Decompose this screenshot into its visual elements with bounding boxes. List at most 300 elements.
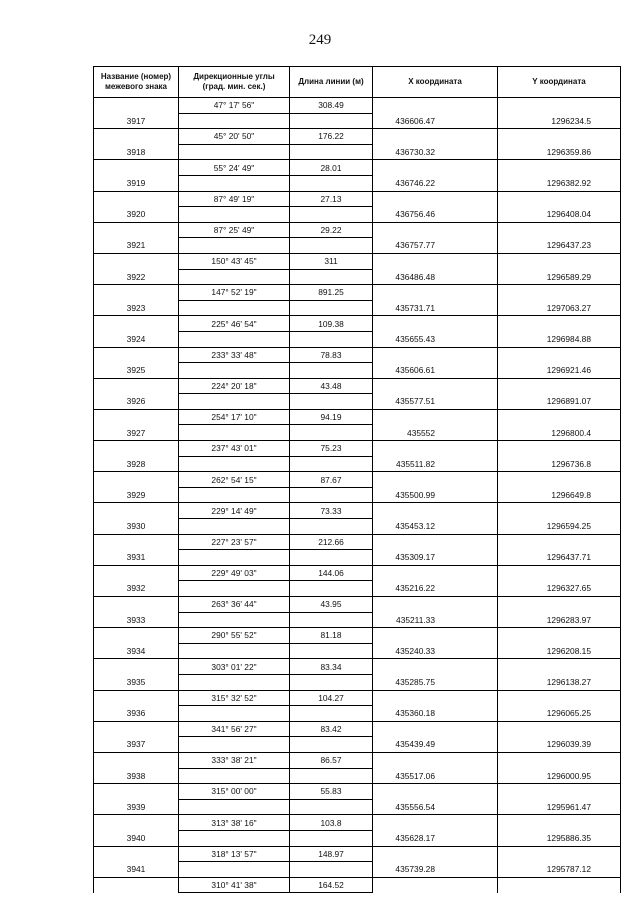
mark-row <box>94 550 621 566</box>
x-cell: 435500.99 <box>373 487 498 503</box>
y-cell: 1296065.25 <box>498 706 621 722</box>
mark-name-cell <box>94 378 179 394</box>
segment-row <box>94 285 621 301</box>
mark-name-cell <box>94 815 179 831</box>
angle-cell: 303° 01' 22" <box>179 659 290 675</box>
length-cell <box>290 674 373 690</box>
y-cell: 1296594.25 <box>498 519 621 535</box>
mark-name-cell <box>94 659 179 675</box>
mark-name-cell <box>94 846 179 862</box>
mark-row <box>94 706 621 722</box>
segment-row <box>94 534 621 550</box>
angle-cell: 237° 43' 01" <box>179 441 290 457</box>
length-cell: 104.27 <box>290 690 373 706</box>
length-cell <box>290 207 373 223</box>
angle-cell <box>179 113 290 129</box>
angle-cell <box>179 581 290 597</box>
mark-row <box>94 269 621 285</box>
mark-name-cell: 3922 <box>94 269 179 285</box>
y-cell <box>498 98 621 114</box>
angle-cell: 263° 36' 44" <box>179 597 290 613</box>
angle-cell <box>179 612 290 628</box>
y-cell <box>498 565 621 581</box>
mark-name-cell <box>94 129 179 145</box>
y-cell: 1296408.04 <box>498 207 621 223</box>
header-direction-angle: Дирекционные углы (град. мин. сек.) <box>179 67 290 98</box>
y-cell: 1296891.07 <box>498 394 621 410</box>
boundary-coordinates-table <box>93 66 621 893</box>
x-cell <box>373 659 498 675</box>
mark-row <box>94 113 621 129</box>
x-cell: 436486.48 <box>373 269 498 285</box>
segment-row <box>94 784 621 800</box>
length-cell: 73.33 <box>290 503 373 519</box>
y-cell: 1296437.23 <box>498 238 621 254</box>
segment-row <box>94 815 621 831</box>
angle-cell <box>179 425 290 441</box>
length-cell: 83.42 <box>290 721 373 737</box>
length-cell: 43.95 <box>290 597 373 613</box>
angle-cell: 147° 52' 19" <box>179 285 290 301</box>
length-cell: 75.23 <box>290 441 373 457</box>
segment-row <box>94 441 621 457</box>
segment-row <box>94 98 621 114</box>
y-cell <box>498 846 621 862</box>
x-cell <box>373 597 498 613</box>
y-cell: 1296208.15 <box>498 643 621 659</box>
y-cell <box>498 472 621 488</box>
segment-row <box>94 191 621 207</box>
x-cell: 435360.18 <box>373 706 498 722</box>
length-cell <box>290 175 373 191</box>
angle-cell <box>179 363 290 379</box>
x-cell: 435628.17 <box>373 830 498 846</box>
y-cell <box>498 253 621 269</box>
y-cell <box>498 441 621 457</box>
x-cell <box>373 565 498 581</box>
mark-name-cell: 3937 <box>94 737 179 753</box>
x-cell: 436756.46 <box>373 207 498 223</box>
length-cell <box>290 113 373 129</box>
mark-name-cell <box>94 752 179 768</box>
angle-cell <box>179 737 290 753</box>
x-cell: 435606.61 <box>373 363 498 379</box>
mark-name-cell <box>94 628 179 644</box>
length-cell: 78.83 <box>290 347 373 363</box>
length-cell: 144.06 <box>290 565 373 581</box>
mark-name-cell: 3939 <box>94 799 179 815</box>
mark-name-cell <box>94 534 179 550</box>
y-cell <box>498 628 621 644</box>
y-cell: 1296800.4 <box>498 425 621 441</box>
y-cell <box>498 409 621 425</box>
x-cell: 435577.51 <box>373 394 498 410</box>
x-cell <box>373 690 498 706</box>
header-mark-name: Название (номер) межевого знака <box>94 67 179 98</box>
angle-cell <box>179 768 290 784</box>
length-cell: 28.01 <box>290 160 373 176</box>
angle-cell: 310° 41' 38" <box>179 877 290 893</box>
mark-row <box>94 363 621 379</box>
length-cell <box>290 550 373 566</box>
x-cell <box>373 877 498 893</box>
angle-cell <box>179 175 290 191</box>
mark-name-cell <box>94 222 179 238</box>
x-cell <box>373 784 498 800</box>
y-cell <box>498 752 621 768</box>
length-cell: 83.34 <box>290 659 373 675</box>
mark-name-cell: 3926 <box>94 394 179 410</box>
mark-name-cell: 3925 <box>94 363 179 379</box>
mark-row <box>94 830 621 846</box>
x-cell <box>373 503 498 519</box>
length-cell <box>290 425 373 441</box>
mark-name-cell <box>94 503 179 519</box>
x-cell: 436746.22 <box>373 175 498 191</box>
mark-name-cell <box>94 472 179 488</box>
mark-name-cell: 3935 <box>94 674 179 690</box>
length-cell <box>290 706 373 722</box>
y-cell <box>498 690 621 706</box>
x-cell: 435731.71 <box>373 300 498 316</box>
angle-cell: 290° 55' 52" <box>179 628 290 644</box>
angle-cell <box>179 238 290 254</box>
length-cell: 27.13 <box>290 191 373 207</box>
segment-row <box>94 565 621 581</box>
length-cell <box>290 300 373 316</box>
x-cell: 435309.17 <box>373 550 498 566</box>
mark-row <box>94 581 621 597</box>
mark-name-cell <box>94 160 179 176</box>
segment-row <box>94 378 621 394</box>
length-cell: 176.22 <box>290 129 373 145</box>
x-cell <box>373 253 498 269</box>
y-cell <box>498 877 621 893</box>
mark-name-cell <box>94 690 179 706</box>
y-cell: 1296327.65 <box>498 581 621 597</box>
x-cell <box>373 628 498 644</box>
y-cell <box>498 347 621 363</box>
length-cell: 311 <box>290 253 373 269</box>
x-cell: 435453.12 <box>373 519 498 535</box>
mark-name-cell <box>94 784 179 800</box>
y-cell: 1296736.8 <box>498 456 621 472</box>
y-cell: 1296138.27 <box>498 674 621 690</box>
segment-row <box>94 347 621 363</box>
length-cell: 308.49 <box>290 98 373 114</box>
length-cell <box>290 768 373 784</box>
x-cell <box>373 129 498 145</box>
segment-row <box>94 628 621 644</box>
mark-name-cell: 3940 <box>94 830 179 846</box>
mark-row <box>94 144 621 160</box>
header-x-coordinate: X координата <box>373 67 498 98</box>
segment-row <box>94 253 621 269</box>
angle-cell: 313° 38' 16" <box>179 815 290 831</box>
mark-name-cell: 3933 <box>94 612 179 628</box>
x-cell <box>373 846 498 862</box>
table-header-row <box>94 67 621 98</box>
length-cell <box>290 581 373 597</box>
x-cell: 435211.33 <box>373 612 498 628</box>
mark-row <box>94 300 621 316</box>
angle-cell: 233° 33' 48" <box>179 347 290 363</box>
y-cell <box>498 784 621 800</box>
mark-name-cell <box>94 191 179 207</box>
x-cell: 435556.54 <box>373 799 498 815</box>
y-cell: 1296649.8 <box>498 487 621 503</box>
x-cell: 435240.33 <box>373 643 498 659</box>
length-cell: 164.52 <box>290 877 373 893</box>
mark-name-cell <box>94 98 179 114</box>
mark-row <box>94 674 621 690</box>
mark-name-cell: 3931 <box>94 550 179 566</box>
y-cell <box>498 316 621 332</box>
length-cell: 43.48 <box>290 378 373 394</box>
mark-name-cell: 3928 <box>94 456 179 472</box>
x-cell <box>373 472 498 488</box>
mark-name-cell <box>94 253 179 269</box>
length-cell: 103.8 <box>290 815 373 831</box>
mark-row <box>94 799 621 815</box>
angle-cell <box>179 706 290 722</box>
length-cell <box>290 331 373 347</box>
angle-cell <box>179 550 290 566</box>
x-cell: 435216.22 <box>373 581 498 597</box>
mark-name-cell: 3932 <box>94 581 179 597</box>
mark-name-cell: 3929 <box>94 487 179 503</box>
length-cell <box>290 394 373 410</box>
mark-row <box>94 207 621 223</box>
length-cell: 81.18 <box>290 628 373 644</box>
angle-cell <box>179 519 290 535</box>
angle-cell <box>179 300 290 316</box>
length-cell: 148.97 <box>290 846 373 862</box>
mark-row <box>94 331 621 347</box>
length-cell <box>290 238 373 254</box>
y-cell: 1296000.95 <box>498 768 621 784</box>
y-cell: 1296984.88 <box>498 331 621 347</box>
x-cell: 435655.43 <box>373 331 498 347</box>
x-cell <box>373 160 498 176</box>
mark-name-cell: 3918 <box>94 144 179 160</box>
y-cell <box>498 378 621 394</box>
mark-row <box>94 737 621 753</box>
mark-name-cell <box>94 565 179 581</box>
segment-row <box>94 129 621 145</box>
mark-row <box>94 425 621 441</box>
y-cell: 1296359.86 <box>498 144 621 160</box>
mark-name-cell <box>94 597 179 613</box>
y-cell <box>498 285 621 301</box>
y-cell <box>498 160 621 176</box>
y-cell <box>498 534 621 550</box>
length-cell: 55.83 <box>290 784 373 800</box>
length-cell <box>290 799 373 815</box>
segment-row <box>94 503 621 519</box>
segment-row <box>94 877 621 893</box>
angle-cell <box>179 674 290 690</box>
length-cell <box>290 456 373 472</box>
page-number: 249 <box>308 32 332 48</box>
x-cell: 436757.77 <box>373 238 498 254</box>
angle-cell <box>179 207 290 223</box>
x-cell <box>373 534 498 550</box>
x-cell <box>373 285 498 301</box>
angle-cell: 87° 49' 19" <box>179 191 290 207</box>
mark-name-cell: 3934 <box>94 643 179 659</box>
x-cell: 435739.28 <box>373 862 498 878</box>
x-cell: 436606.47 <box>373 113 498 129</box>
y-cell: 1296283.97 <box>498 612 621 628</box>
length-cell <box>290 519 373 535</box>
segment-row <box>94 846 621 862</box>
angle-cell: 55° 24' 49" <box>179 160 290 176</box>
y-cell: 1295787.12 <box>498 862 621 878</box>
x-cell <box>373 721 498 737</box>
length-cell <box>290 144 373 160</box>
length-cell: 212.66 <box>290 534 373 550</box>
length-cell <box>290 830 373 846</box>
y-cell <box>498 191 621 207</box>
y-cell: 1296382.92 <box>498 175 621 191</box>
segment-row <box>94 597 621 613</box>
length-cell: 86.57 <box>290 752 373 768</box>
angle-cell: 254° 17' 10" <box>179 409 290 425</box>
x-cell <box>373 316 498 332</box>
mark-row <box>94 238 621 254</box>
angle-cell <box>179 269 290 285</box>
mark-name-cell: 3941 <box>94 862 179 878</box>
angle-cell <box>179 799 290 815</box>
x-cell <box>373 378 498 394</box>
mark-name-cell: 3938 <box>94 768 179 784</box>
length-cell: 891.25 <box>290 285 373 301</box>
segment-row <box>94 409 621 425</box>
mark-name-cell <box>94 285 179 301</box>
segment-row <box>94 222 621 238</box>
angle-cell <box>179 487 290 503</box>
segment-row <box>94 690 621 706</box>
angle-cell: 87° 25' 49" <box>179 222 290 238</box>
angle-cell: 229° 14' 49" <box>179 503 290 519</box>
mark-name-cell <box>94 316 179 332</box>
y-cell: 1296437.71 <box>498 550 621 566</box>
angle-cell: 227° 23' 57" <box>179 534 290 550</box>
x-cell: 436730.32 <box>373 144 498 160</box>
angle-cell: 229° 49' 03" <box>179 565 290 581</box>
header-y-coordinate: Y координата <box>498 67 621 98</box>
x-cell <box>373 98 498 114</box>
length-cell: 87.67 <box>290 472 373 488</box>
mark-name-cell: 3924 <box>94 331 179 347</box>
angle-cell: 333° 38' 21" <box>179 752 290 768</box>
angle-cell <box>179 862 290 878</box>
mark-name-cell: 3923 <box>94 300 179 316</box>
y-cell: 1297063.27 <box>498 300 621 316</box>
y-cell <box>498 597 621 613</box>
y-cell <box>498 129 621 145</box>
x-cell <box>373 409 498 425</box>
y-cell <box>498 222 621 238</box>
table-body <box>94 98 621 893</box>
mark-row <box>94 394 621 410</box>
mark-row <box>94 612 621 628</box>
length-cell <box>290 363 373 379</box>
angle-cell: 45° 20' 50" <box>179 129 290 145</box>
y-cell: 1296234.5 <box>498 113 621 129</box>
y-cell <box>498 659 621 675</box>
y-cell: 1296589.29 <box>498 269 621 285</box>
angle-cell <box>179 830 290 846</box>
x-cell <box>373 815 498 831</box>
x-cell <box>373 222 498 238</box>
mark-row <box>94 768 621 784</box>
mark-row <box>94 456 621 472</box>
angle-cell: 224° 20' 18" <box>179 378 290 394</box>
length-cell: 109.38 <box>290 316 373 332</box>
angle-cell: 315° 32' 52" <box>179 690 290 706</box>
segment-row <box>94 316 621 332</box>
mark-name-cell: 3936 <box>94 706 179 722</box>
angle-cell <box>179 643 290 659</box>
x-cell: 435517.06 <box>373 768 498 784</box>
x-cell <box>373 441 498 457</box>
y-cell: 1296039.39 <box>498 737 621 753</box>
x-cell: 435285.75 <box>373 674 498 690</box>
angle-cell: 318° 13' 57" <box>179 846 290 862</box>
mark-name-cell: 3930 <box>94 519 179 535</box>
y-cell: 1296921.46 <box>498 363 621 379</box>
angle-cell: 315° 00' 00" <box>179 784 290 800</box>
x-cell: 435552 <box>373 425 498 441</box>
mark-row <box>94 643 621 659</box>
y-cell: 1295886.35 <box>498 830 621 846</box>
mark-name-cell: 3920 <box>94 207 179 223</box>
x-cell <box>373 347 498 363</box>
angle-cell: 47° 17' 56" <box>179 98 290 114</box>
x-cell <box>373 191 498 207</box>
mark-row <box>94 862 621 878</box>
angle-cell <box>179 331 290 347</box>
segment-row <box>94 659 621 675</box>
segment-row <box>94 160 621 176</box>
angle-cell <box>179 456 290 472</box>
length-cell <box>290 487 373 503</box>
x-cell <box>373 752 498 768</box>
angle-cell: 341° 56' 27" <box>179 721 290 737</box>
segment-row <box>94 752 621 768</box>
length-cell <box>290 269 373 285</box>
mark-name-cell <box>94 409 179 425</box>
mark-name-cell <box>94 877 179 893</box>
y-cell <box>498 503 621 519</box>
angle-cell <box>179 394 290 410</box>
length-cell <box>290 612 373 628</box>
mark-row <box>94 487 621 503</box>
segment-row <box>94 472 621 488</box>
length-cell <box>290 643 373 659</box>
angle-cell <box>179 144 290 160</box>
mark-name-cell: 3927 <box>94 425 179 441</box>
angle-cell: 150° 43' 45" <box>179 253 290 269</box>
mark-row <box>94 175 621 191</box>
x-cell: 435511.82 <box>373 456 498 472</box>
mark-name-cell: 3921 <box>94 238 179 254</box>
segment-row <box>94 721 621 737</box>
mark-name-cell <box>94 721 179 737</box>
mark-name-cell: 3919 <box>94 175 179 191</box>
